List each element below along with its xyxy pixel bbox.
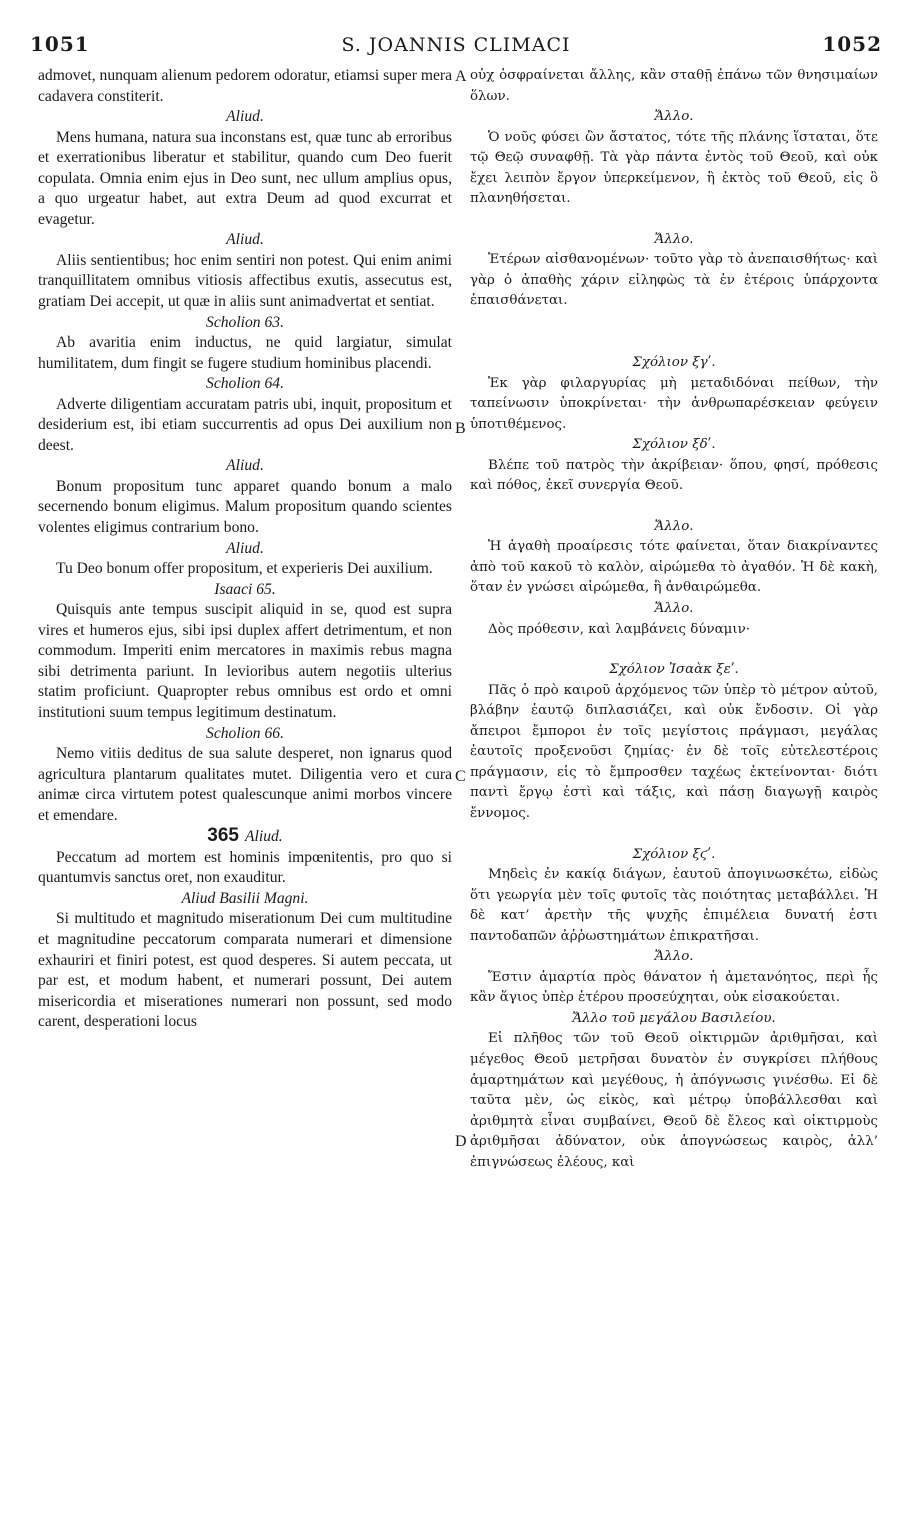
paragraph: Ἔστιν ἁμαρτία πρὸς θάνατον ἡ ἀμετανόητος, περὶ ἧς κἂν ἅγιος ὑπὲρ ἑτέρου προσεύχηται, οὐκ εἰσακούεται. bbox=[470, 969, 878, 1006]
paragraph: Πᾶς ὁ πρὸ καιροῦ ἀρχόμενος τῶν ὑπὲρ τὸ μέτρον αὐτοῦ, βλάβην ἑαυτῷ διπλασιάζει, καὶ οὐκ ἔνδοσιν. Οἱ γὰρ ἄπειροι ἔμποροι ἐν τοῖς μεγίστοις πράγμασι, μεγάλας ἑαυτοῖς προξενοῦσι ζημίας· ἐν δὲ τοῖς εὐτελεστέροις πράγμασιν, εἰς τὸ ἔμπροσθεν ταχέως ἐκτείνονται· διότι παντὶ ἔργῳ ἐστὶ καὶ τάξις, καὶ πάσῃ διαγωγῇ καιρὸς ἔννομος. bbox=[470, 682, 878, 821]
margin-mark-b: B bbox=[455, 420, 466, 437]
paragraph: Quisquis ante tempus suscipit aliquid in se, quod est supra vires et humeros ejus, sibi ipsi duplex affert detrimentum, et non commodum. Imperiti enim mercatores in maximis rebus magna sibi detrimenta pariunt. In levioribus autem negotiis ulterius statim proficiunt. Quapropter rebus omnibus est ordo et omni institutioni suum tempus legitimum destinatum. bbox=[38, 601, 452, 721]
section-heading: Aliud. bbox=[226, 231, 264, 249]
margin-mark-c: C bbox=[455, 768, 466, 785]
spacer bbox=[470, 312, 878, 353]
section-heading: Aliud. bbox=[226, 457, 264, 475]
paragraph: Βλέπε τοῦ πατρὸς τὴν ἀκρίβειαν· ὅπου, φησί, πρόθεσις καὶ πόθος, ἐκεῖ συνεργία Θεοῦ. bbox=[470, 457, 878, 494]
paragraph: οὐχ ὀσφραίνεται ἄλλης, κἂν σταθῇ ἐπάνω τῶν θνησιμαίων ὅλων. bbox=[470, 68, 878, 104]
section-heading: Aliud Basilii Magni. bbox=[181, 889, 309, 907]
paragraph: Nemo vitiis deditus de sua salute desperet, non ignarus quod agricultura plantarum qualitates mutet. Diligentia vero et cura animæ circa virtutem potest qualescunque animi morbos vincere et emendare. bbox=[38, 745, 452, 824]
section-heading: Σχόλιον ξδʹ. bbox=[632, 437, 716, 453]
running-title: S. JOANNIS CLIMACI bbox=[341, 34, 571, 56]
section-heading: Scholion 63. bbox=[206, 313, 284, 331]
paragraph: Mens humana, natura sua inconstans est, quæ tunc ab erroribus et exerrationibus liberatur et stabilitur, quando cum Deo fuerit copulata. Omnia enim ejus in Deo sunt, nec ullum amplius opus, a quo urgeatur habet, aut extra Deum ad quod excurrat et evagetur. bbox=[38, 128, 452, 228]
section-heading bbox=[38, 826, 452, 848]
paragraph: Ab avaritia enim inductus, ne quid largiatur, simulat humilitatem, dum fingit se fugere studium hominibus placendi. bbox=[38, 334, 452, 372]
paragraph: Bonum propositum tunc apparet quando bonum a malo secernendo bonum eligimus. Malum propositum quando scientes volentes eligimus contrarium bono. bbox=[38, 477, 452, 537]
latin-column bbox=[38, 66, 452, 1033]
heading-text: Aliud. bbox=[245, 828, 283, 846]
paragraph: Ὁ νοῦς φύσει ὢν ἄστατος, τότε τῆς πλάνης ἵσταται, ὅτε τῷ Θεῷ συναφθῇ. Τὰ γὰρ πάντα ἐντὸς τοῦ Θεοῦ, καὶ οὐκ ἔχει λειπὸν ἔργον ὑπερκείμενον, ἢ ἐκτὸς τοῦ Θεοῦ, εἰς ὃ πλανηθήσεται. bbox=[470, 129, 878, 207]
section-heading: Scholion 64. bbox=[206, 375, 284, 393]
section-heading: Ἄλλο. bbox=[654, 949, 694, 965]
section-heading: Ἄλλο. bbox=[654, 518, 694, 534]
paragraph: admovet, nunquam alienum pedorem odoratur, etiamsi super mera cadavera constiterit. bbox=[38, 67, 452, 105]
page-number-left: 1051 bbox=[30, 32, 90, 56]
paragraph: Aliis sentientibus; hoc enim sentiri non potest. Qui enim animi tranquillitatem omnibus vitiosis affectibus exutis, assecutus est, gratiam Dei accepit, ut quæ in aliis sunt animadvertat et sentiat. bbox=[38, 251, 452, 311]
section-heading: Σχόλιον Ἰσαὰκ ξεʹ. bbox=[609, 662, 739, 678]
column-number: 365 bbox=[207, 825, 239, 847]
spacer bbox=[470, 825, 878, 845]
section-heading: Ἄλλο. bbox=[654, 109, 694, 125]
paragraph: Εἰ πλῆθος τῶν τοῦ Θεοῦ οἰκτιρμῶν ἀριθμῆσαι, καὶ μέγεθος Θεοῦ μετρῆσαι δυνατὸν ἐν συγκρίσει πλήθους ἁμαρτημάτων καὶ μεγέθους, ἡ ἀπόγνωσις γινέσθω. Εἰ δὲ ταῦτα μὲν, ὡς εἰκὸς, καὶ μέτρῳ ὑποβάλλεσθαι καὶ ἀριθμητὰ εἶναι συμβαίνει, Θεοῦ δὲ ἔλεος καὶ οἰκτιρμοὺς ἀριθμῆσαι ἀδύνατον, οὐκ ἀπογνώσεως καιρὸς, ἀλλ’ ἐπιγνώσεως ἐλέους, καὶ bbox=[470, 1031, 878, 1170]
spacer bbox=[470, 210, 878, 230]
section-heading: Ἄλλο. bbox=[654, 601, 694, 617]
paragraph: Ἑτέρων αἰσθανομένων· τοῦτο γὰρ τὸ ἀνεπαισθήτως· καὶ γὰρ ὁ ἀπαθὴς χάριν εἰληφὼς τὰ ἐν ἑτέροις ὑπάρχοντα ἐπαισθάνεται. bbox=[470, 252, 878, 309]
section-heading: Isaaci 65. bbox=[214, 580, 276, 598]
section-heading: Aliud. bbox=[226, 108, 264, 126]
paragraph: Peccatum ad mortem est hominis impœnitentis, pro quo si quantumvis sanctus oret, non exauditur. bbox=[38, 848, 452, 887]
section-heading: Σχόλιον ξϛʹ. bbox=[632, 846, 716, 862]
greek-column bbox=[470, 66, 878, 1173]
section-heading: Aliud. bbox=[226, 539, 264, 557]
page-number-right: 1052 bbox=[822, 32, 882, 56]
section-heading: Σχόλιον ξγʹ. bbox=[632, 355, 716, 371]
page-header bbox=[30, 32, 882, 62]
paragraph: Ἐκ γὰρ φιλαργυρίας μὴ μεταδιδόναι πείθων, τὴν ταπείνωσιν ὑποκρίνεται· τὴν ἀνθρωπαρέσκειαν φεύγειν ὑποτιθέμενος. bbox=[470, 375, 878, 432]
paragraph: Tu Deo bonum offer propositum, et experieris Dei auxilium. bbox=[56, 560, 433, 578]
spacer bbox=[470, 497, 878, 517]
section-heading: Ἄλλο. bbox=[654, 231, 694, 247]
paragraph: Si multitudo et magnitudo miserationum Dei cum multitudine et magnitudine peccatorum comparata numerari et dimensione exhauriri et finiri potest, est quod desperes. Si autem peccata, ut par est, et modum habent, et numerari possunt, Dei autem misericordia et miserationes numerari non possunt, sed modo carent, desperationi locus bbox=[38, 910, 452, 1031]
paragraph: Ἡ ἀγαθὴ προαίρεσις τότε φαίνεται, ὅταν διακρίναντες ἀπὸ τοῦ κακοῦ τὸ καλὸν, αἱρώμεθα τὸ ἀγαθόν. Ἡ δὲ κακὴ, ὅταν ἐν γνώσει αἱρώμεθα, ἢ ἀνθαιρώμεθα. bbox=[470, 539, 878, 596]
section-heading: Ἄλλο τοῦ μεγάλου Βασιλείου. bbox=[572, 1010, 776, 1026]
margin-mark-d: D bbox=[455, 1133, 467, 1150]
section-heading: Scholion 66. bbox=[206, 724, 284, 742]
margin-mark-a: A bbox=[455, 68, 467, 85]
paragraph: Μηδεὶς ἐν κακίᾳ διάγων, ἑαυτοῦ ἀπογινωσκέτω, εἰδὼς ὅτι γεωργία μὲν τοῖς φυτοῖς τὰς ποιότητας μεταβάλλει. Ἡ δὲ κατ’ ἀρετὴν τῆς ψυχῆς ἐπιμέλεια δυνατή ἐστι παντοδαπῶν ἀῤῥωστημάτων ἐπικρατῆσαι. bbox=[470, 867, 878, 944]
paragraph: Adverte diligentiam accuratam patris ubi, inquit, propositum et desiderium est, ibi etiam succurrentis ad opus Dei auxilium non deest. bbox=[38, 395, 452, 454]
spacer bbox=[470, 640, 878, 660]
paragraph: Δὸς πρόθεσιν, καὶ λαμβάνεις δύναμιν· bbox=[488, 621, 751, 637]
